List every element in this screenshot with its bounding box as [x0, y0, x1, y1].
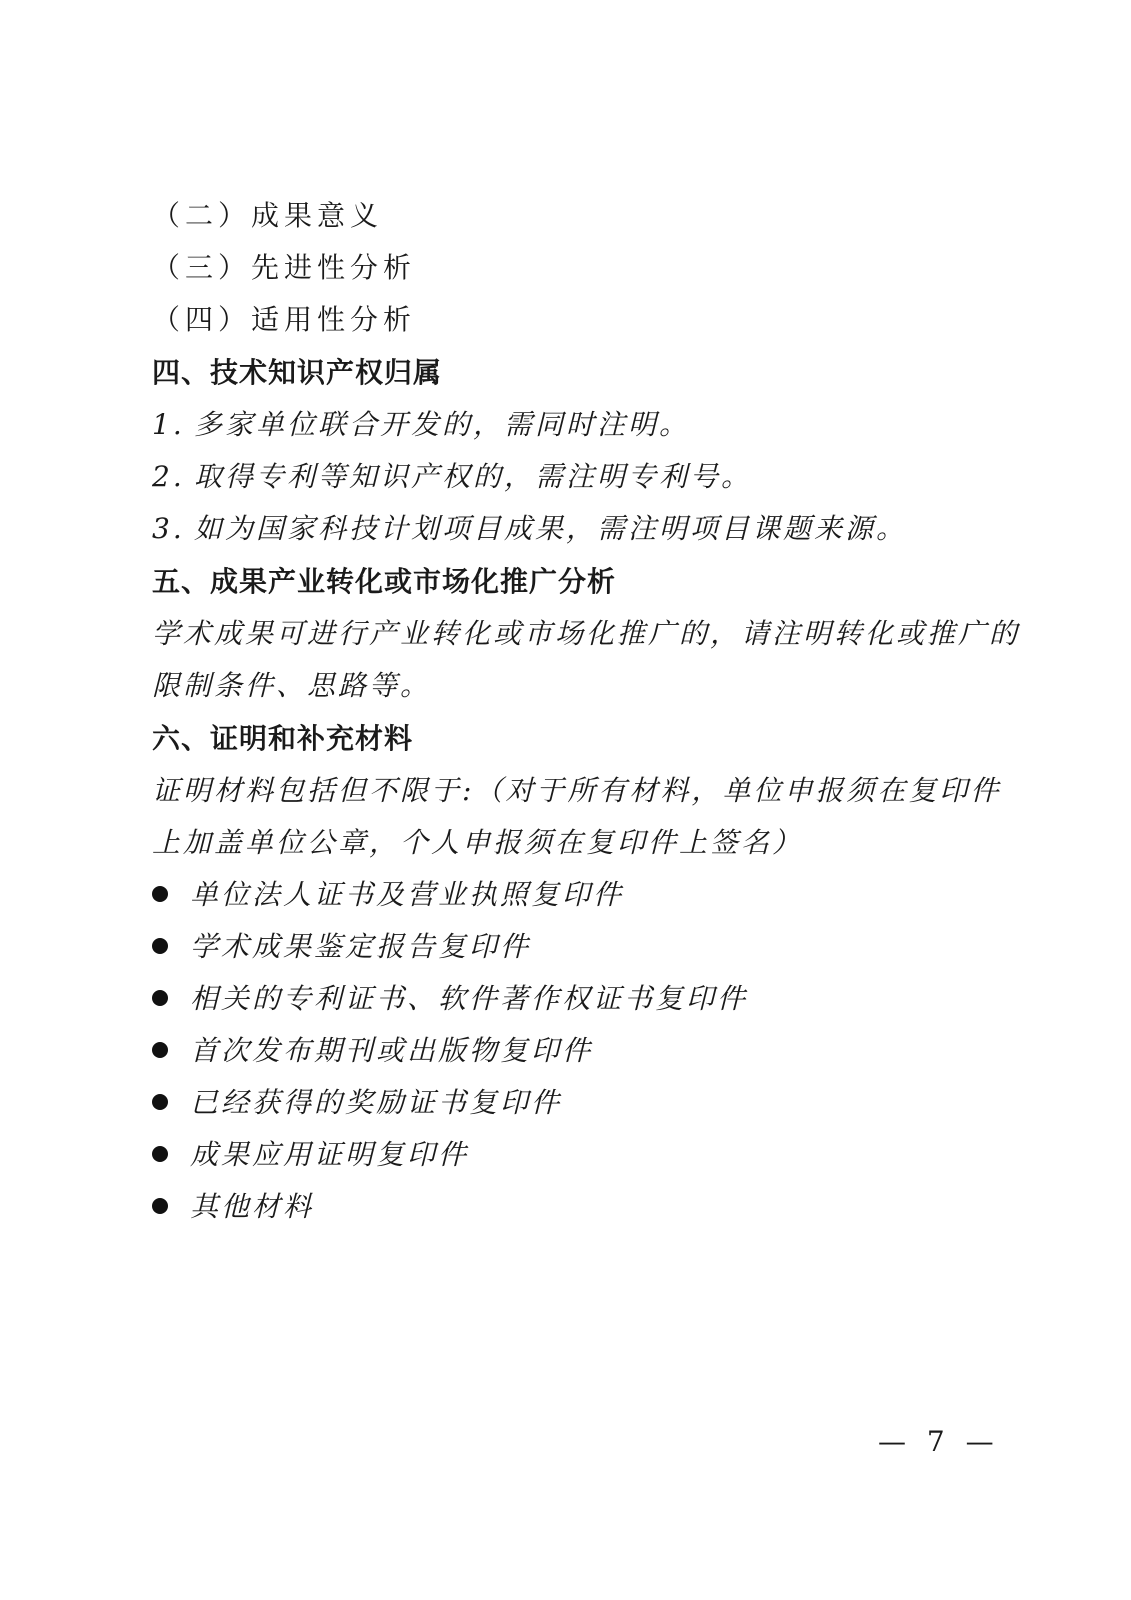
bullet-icon [152, 1198, 168, 1214]
section-heading-5: 五、成果产业转化或市场化推广分析 [152, 565, 617, 598]
ip-item-1 [152, 405, 690, 445]
ip-item-3 [152, 509, 907, 549]
list-item-text: 相关的专利证书、软件著作权证书复印件 [190, 982, 749, 1015]
bullet-icon [152, 938, 168, 954]
ip-item-text: 取得专利等知识产权的，需注明专利号。 [194, 460, 753, 493]
section-heading-6: 六、证明和补充材料 [152, 722, 414, 755]
section-heading-4: 四、技术知识产权归属 [152, 356, 443, 389]
subsection-4: （四）适用性分析 [152, 303, 417, 336]
list-item [152, 1031, 593, 1071]
bullet-icon [152, 1042, 168, 1058]
bullet-icon [152, 1094, 168, 1110]
ip-item-text: 多家单位联合开发的，需同时注明。 [194, 408, 691, 441]
bullet-icon [152, 1146, 168, 1162]
ip-item-number: 1. [152, 408, 185, 441]
ip-item-number: 2. [152, 460, 185, 493]
page-number: — 7 — [878, 1425, 1000, 1458]
list-item [152, 1083, 562, 1123]
subsection-2: （二）成果意义 [152, 199, 384, 232]
ip-item-2 [152, 457, 752, 497]
subsection-3: （三）先进性分析 [152, 251, 417, 284]
list-item [152, 979, 748, 1019]
paragraph-6-line-1: 证明材料包括但不限于:（对于所有材料，单位申报须在复印件 [152, 774, 1002, 807]
list-item [152, 1187, 314, 1227]
bullet-icon [152, 990, 168, 1006]
paragraph-5-line-1: 学术成果可进行产业转化或市场化推广的，请注明转化或推广的 [152, 617, 1021, 650]
list-item [152, 927, 531, 967]
list-item [152, 1135, 469, 1175]
list-item-text: 学术成果鉴定报告复印件 [190, 930, 532, 963]
paragraph-6-line-2: 上加盖单位公章，个人申报须在复印件上签名） [152, 826, 804, 859]
list-item-text: 已经获得的奖励证书复印件 [190, 1086, 563, 1119]
paragraph-5-line-2: 限制条件、思路等。 [152, 669, 432, 702]
list-item [152, 875, 624, 915]
ip-item-text: 如为国家科技计划项目成果，需注明项目课题来源。 [194, 512, 908, 545]
list-item-text: 单位法人证书及营业执照复印件 [190, 878, 625, 911]
list-item-text: 成果应用证明复印件 [190, 1138, 470, 1171]
bullet-icon [152, 886, 168, 902]
list-item-text: 其他材料 [190, 1190, 315, 1223]
ip-item-number: 3. [152, 512, 185, 545]
list-item-text: 首次发布期刊或出版物复印件 [190, 1034, 594, 1067]
